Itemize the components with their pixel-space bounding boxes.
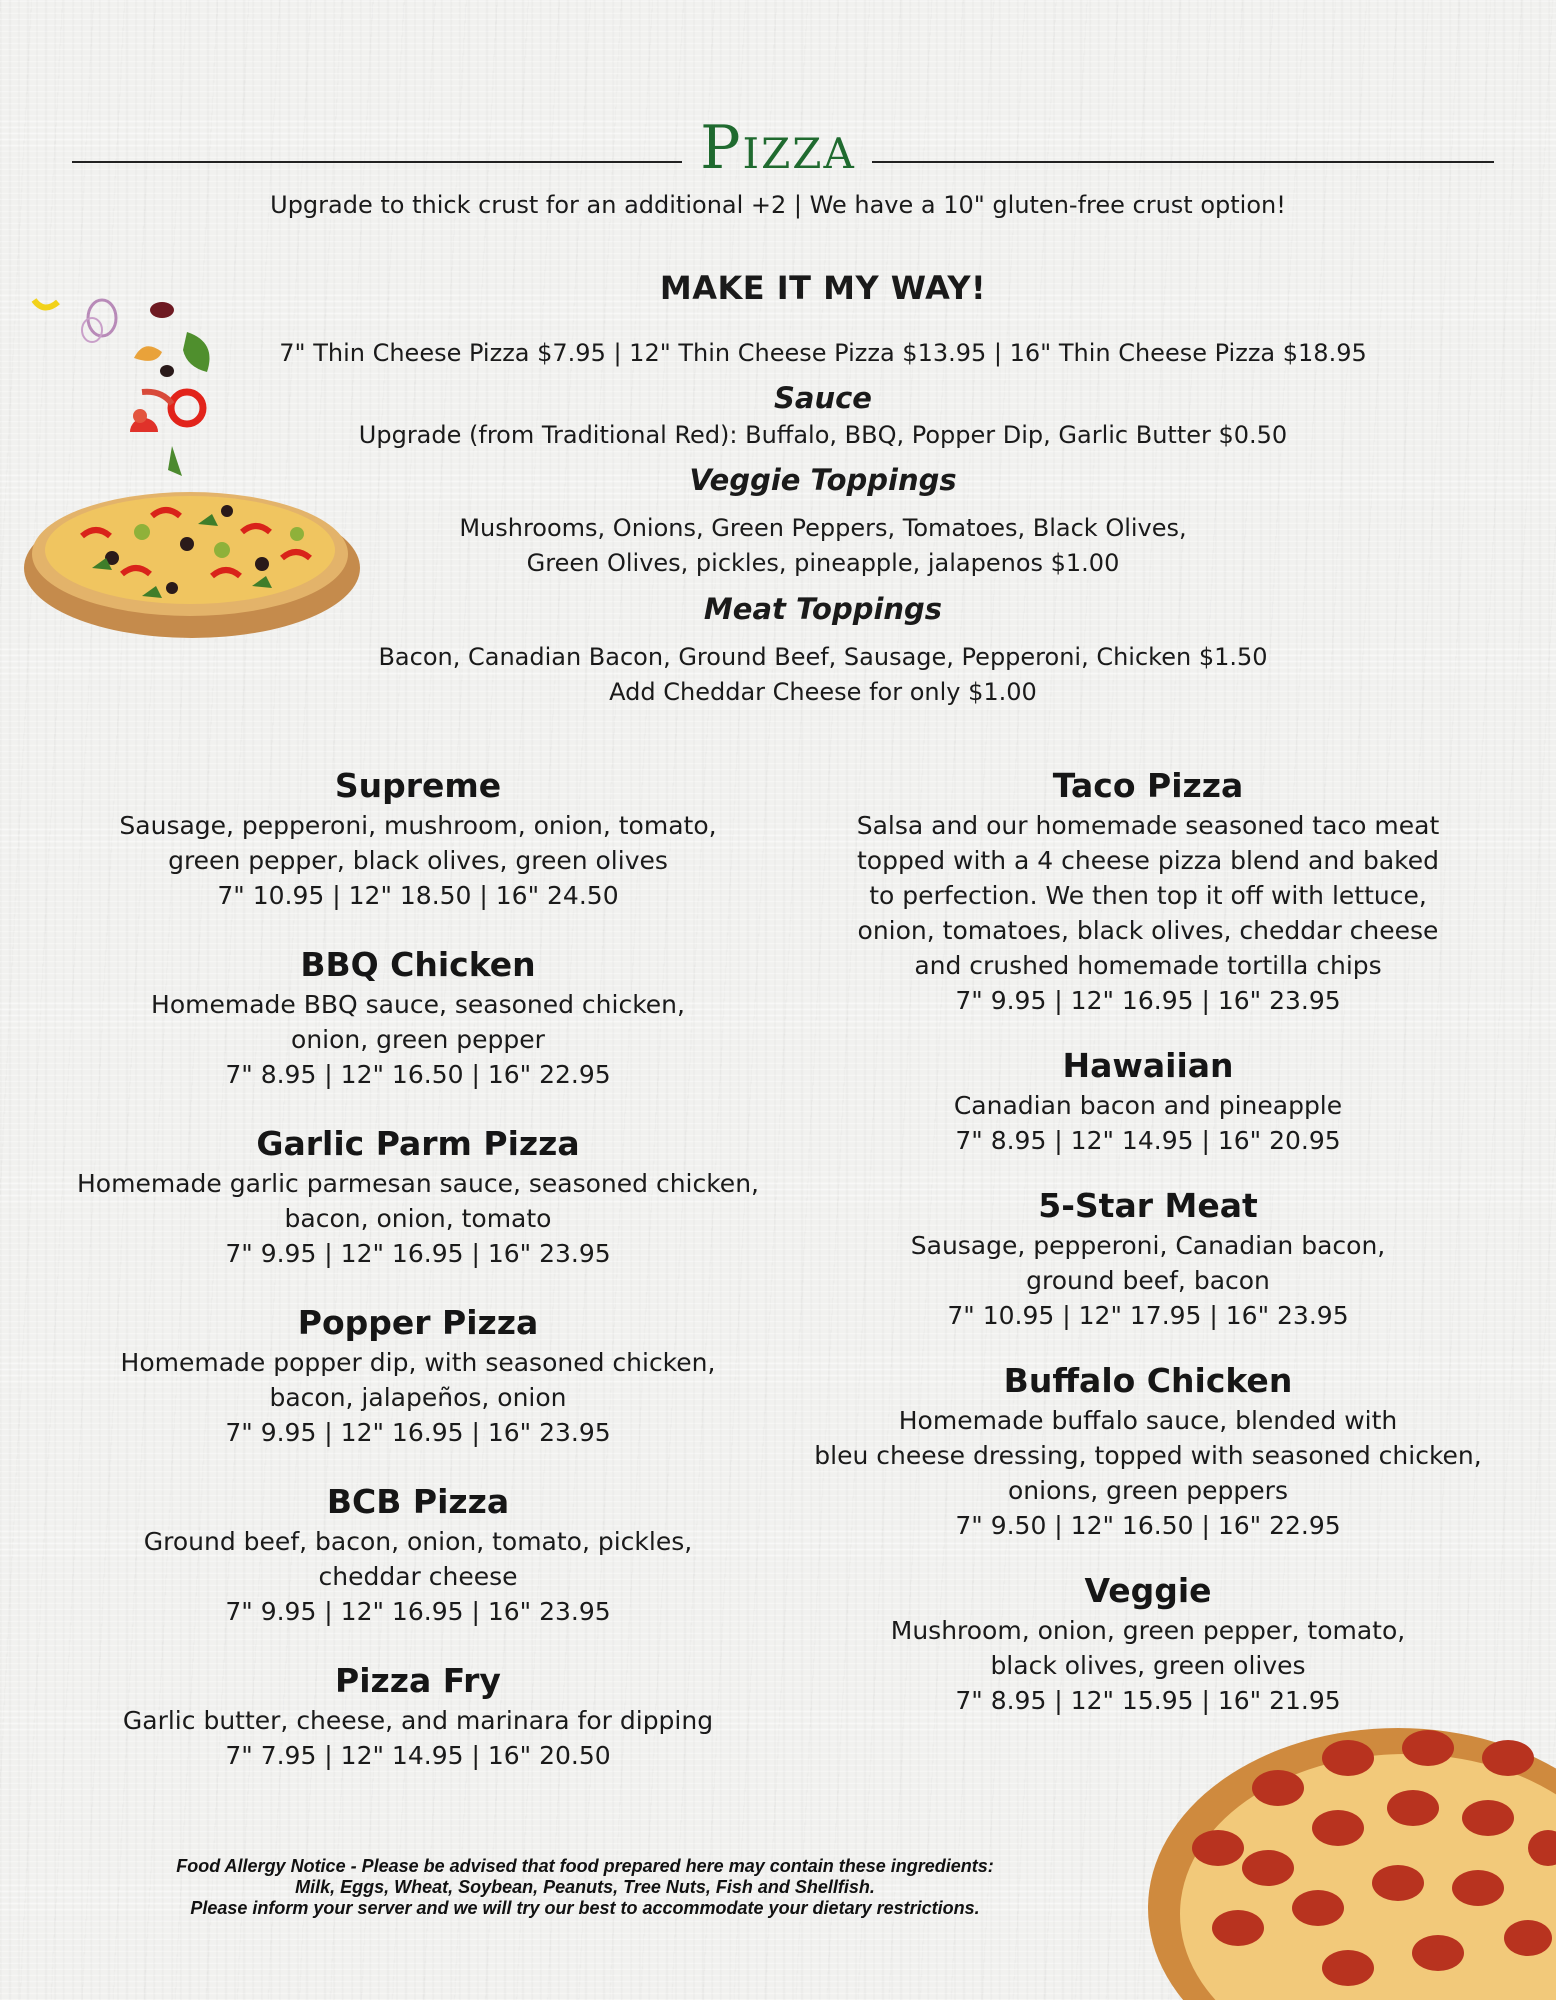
menu-item-name: Supreme	[334, 766, 502, 805]
veggie-toppings-line-2: Green Olives, pickles, pineapple, jalapenos $1.00	[526, 549, 1120, 577]
menu-item-description: Homemade popper dip, with seasoned chicken,	[120, 1348, 716, 1377]
meat-toppings-heading: Meat Toppings	[703, 592, 943, 626]
basil-leaf-icon	[183, 332, 210, 372]
menu-item	[800, 764, 1496, 1018]
menu-item-name: Veggie	[1084, 1571, 1212, 1610]
menu-item-description: onions, green peppers	[1008, 1476, 1288, 1505]
menu-item	[70, 1659, 766, 1773]
menu-item-description: and crushed homemade tortilla chips	[914, 951, 1382, 980]
allergy-line-2: Milk, Eggs, Wheat, Soybean, Peanuts, Tree Nuts, Fish and Shellfish.	[295, 1877, 875, 1897]
menu-item-description: Canadian bacon and pineapple	[953, 1091, 1343, 1120]
page-title-text: Pizza	[700, 113, 856, 183]
menu-item-description: cheddar cheese	[318, 1562, 518, 1591]
sauce-options: Upgrade (from Traditional Red): Buffalo, BBQ, Popper Dip, Garlic Butter $0.50	[358, 421, 1288, 449]
menu-item	[70, 1122, 766, 1271]
menu-item-prices: 7" 9.95 | 12" 16.95 | 16" 23.95	[225, 1418, 611, 1447]
menu-item-prices: 7" 9.95 | 12" 16.95 | 16" 23.95	[225, 1239, 611, 1268]
menu-item-description: Homemade buffalo sauce, blended with	[898, 1406, 1398, 1435]
menu-item	[70, 943, 766, 1092]
cheese-pizza-sizes: 7" Thin Cheese Pizza $7.95 | 12" Thin Cheese Pizza $13.95 | 16" Thin Cheese Pizza $18.95	[279, 339, 1367, 367]
pepper-ring-icon	[34, 300, 58, 308]
menu-item-description: bacon, onion, tomato	[284, 1204, 552, 1233]
menu-item-description: to perfection. We then top it off with lettuce,	[869, 881, 1427, 910]
menu-item-description: Sausage, pepperoni, mushroom, onion, tomato,	[119, 811, 717, 840]
menu-item-name: Garlic Parm Pizza	[256, 1124, 580, 1163]
menu-item-name: Taco Pizza	[1052, 766, 1244, 805]
menu-item	[800, 1184, 1496, 1333]
menu-item-description: topped with a 4 cheese pizza blend and baked	[856, 846, 1440, 875]
crust-note: Upgrade to thick crust for an additional +2 | We have a 10" gluten-free crust option!	[270, 191, 1286, 219]
menu-item	[800, 1359, 1496, 1543]
menu-item-prices: 7" 8.95 | 12" 14.95 | 16" 20.95	[955, 1126, 1341, 1155]
veggie-toppings-heading: Veggie Toppings	[689, 463, 957, 497]
menu-item-description: Ground beef, bacon, onion, tomato, pickles,	[143, 1527, 693, 1556]
olive-icon	[160, 365, 174, 377]
menu-item-description: Homemade garlic parmesan sauce, seasoned chicken,	[77, 1169, 759, 1198]
menu-item-prices: 7" 8.95 | 12" 15.95 | 16" 21.95	[955, 1686, 1341, 1715]
menu-item-name: Hawaiian	[1062, 1046, 1234, 1085]
menu-item-description: Garlic butter, cheese, and marinara for dipping	[122, 1706, 714, 1735]
menu-item-prices: 7" 10.95 | 12" 17.95 | 16" 23.95	[947, 1301, 1349, 1330]
food-allergy-notice	[90, 1856, 1080, 1919]
menu-item-name: Pizza Fry	[335, 1661, 501, 1700]
make-it-my-way-heading: MAKE IT MY WAY!	[659, 269, 987, 307]
menu-item-description: ground beef, bacon	[1026, 1266, 1270, 1295]
pepper-slice-icon	[134, 346, 162, 361]
menu-item-prices: 7" 9.95 | 12" 16.95 | 16" 23.95	[955, 986, 1341, 1015]
menu-item-prices: 7" 8.95 | 12" 16.50 | 16" 22.95	[225, 1060, 611, 1089]
menu-item-name: BCB Pizza	[326, 1482, 510, 1521]
menu-item-prices: 7" 9.50 | 12" 16.50 | 16" 22.95	[955, 1511, 1341, 1540]
menu-item-prices: 7" 9.95 | 12" 16.95 | 16" 23.95	[225, 1597, 611, 1626]
menu-item-description: Salsa and our homemade seasoned taco meat	[856, 811, 1440, 840]
pepperoni-pizza-image	[1148, 1718, 1556, 2000]
sauce-heading: Sauce	[774, 381, 872, 415]
menu-item-description: onion, tomatoes, black olives, cheddar cheese	[857, 916, 1439, 945]
menu-item-description: onion, green pepper	[291, 1025, 545, 1054]
tomato-icon	[133, 409, 147, 423]
menu-item-description: Homemade BBQ sauce, seasoned chicken,	[151, 990, 685, 1019]
menu-item	[70, 1480, 766, 1629]
menu-item-description: Sausage, pepperoni, Canadian bacon,	[910, 1231, 1386, 1260]
ham-slice-icon	[142, 392, 172, 404]
menu-item-description: black olives, green olives	[990, 1651, 1306, 1680]
cheddar-addon-line: Add Cheddar Cheese for only $1.00	[609, 678, 1037, 706]
menu-item-name: Popper Pizza	[297, 1303, 539, 1342]
red-pepper-ring-icon	[171, 392, 203, 424]
specialty-pizzas-right-column	[800, 764, 1496, 1744]
menu-item-description: Mushroom, onion, green pepper, tomato,	[890, 1616, 1406, 1645]
allergy-line-3: Please inform your server and we will try our best to accommodate your dietary restrictions.	[190, 1898, 980, 1918]
menu-item-description: bleu cheese dressing, topped with seasoned chicken,	[814, 1441, 1482, 1470]
menu-item	[70, 1301, 766, 1450]
menu-item-description: bacon, jalapeños, onion	[269, 1383, 567, 1412]
allergy-line-1: Food Allergy Notice - Please be advised that food prepared here may contain these ingredients:	[176, 1856, 994, 1876]
menu-item-prices: 7" 7.95 | 12" 14.95 | 16" 20.50	[225, 1741, 611, 1770]
specialty-pizzas-left-column	[70, 764, 766, 1803]
olive-icon	[150, 302, 174, 318]
menu-item	[70, 764, 766, 913]
veggie-toppings-line-1: Mushrooms, Onions, Green Peppers, Tomatoes, Black Olives,	[459, 514, 1187, 542]
menu-item-name: 5-Star Meat	[1038, 1186, 1258, 1225]
menu-item-name: Buffalo Chicken	[1003, 1361, 1293, 1400]
veggie-pizza-image	[22, 296, 382, 656]
meat-toppings-line-1: Bacon, Canadian Bacon, Ground Beef, Sausage, Pepperoni, Chicken $1.50	[378, 643, 1268, 671]
menu-item-prices: 7" 10.95 | 12" 18.50 | 16" 24.50	[217, 881, 619, 910]
menu-item-description: green pepper, black olives, green olives	[168, 846, 668, 875]
menu-item-name: BBQ Chicken	[300, 945, 536, 984]
menu-item	[800, 1044, 1496, 1158]
page-title	[0, 113, 1556, 183]
menu-item	[800, 1569, 1496, 1718]
herb-icon	[168, 446, 182, 476]
